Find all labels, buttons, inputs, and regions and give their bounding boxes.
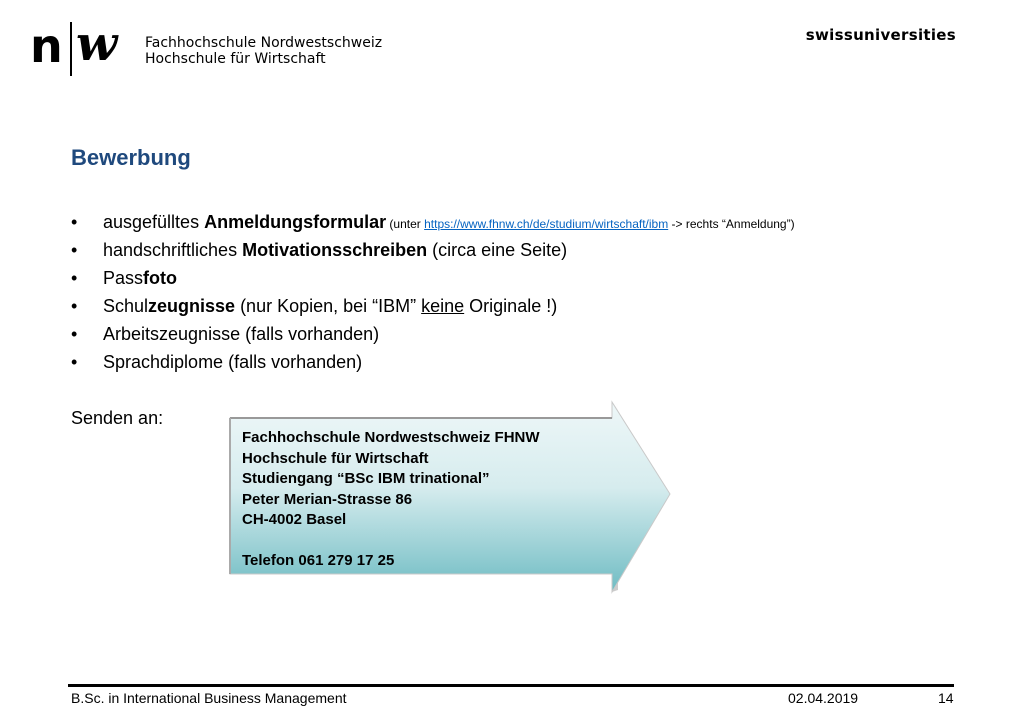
bullet-icon: •	[71, 268, 78, 288]
list-item: • ausgefülltes Anmeldungsformular (unter https://www.fhnw.ch/de/studium/wirtschaft/ibm -> rechts “Anmeldung”)	[71, 208, 931, 236]
list-item: • Schulzeugnisse (nur Kopien, bei “IBM” keine Originale !)	[71, 292, 931, 320]
footer-program: B.Sc. in International Business Management	[71, 690, 347, 706]
footer-date: 02.04.2019	[788, 690, 859, 706]
footer-divider	[68, 684, 954, 687]
address-line: Fachhochschule Nordwestschweiz FHNW	[242, 429, 540, 446]
send-to-label: Senden an:	[71, 408, 164, 428]
application-link[interactable]: https://www.fhnw.ch/de/studium/wirtschaft/ibm	[424, 217, 669, 231]
list-item: • Sprachdiplome (falls vorhanden)	[71, 348, 931, 376]
list-item: • handschriftliches Motivationsschreiben (circa eine Seite)	[71, 236, 931, 264]
address-spacer	[242, 531, 540, 552]
slide-title: Bewerbung	[71, 145, 191, 170]
list-item: • Passfoto	[71, 264, 931, 292]
address-line: Peter Merian-Strasse 86	[242, 490, 413, 508]
page-number: 14	[938, 690, 954, 706]
school-name-line2: Hochschule für Wirtschaft	[145, 51, 326, 67]
address-line: Hochschule für Wirtschaft	[242, 449, 429, 467]
phone-number: Telefon 061 279 17 25	[242, 552, 395, 569]
bullet-icon: •	[71, 324, 78, 344]
bullet-icon: •	[71, 296, 78, 316]
logo-letter-n: n	[30, 19, 62, 73]
logo-divider	[70, 22, 72, 76]
address-line: CH-4002 Basel	[242, 511, 347, 528]
bullet-icon: •	[71, 352, 78, 372]
bullet-icon: •	[71, 240, 78, 260]
mailing-address	[242, 428, 540, 572]
list-item: • Arbeitszeugnisse (falls vorhanden)	[71, 320, 931, 348]
address-line: Studiengang “BSc IBM trinational”	[242, 470, 490, 487]
school-name-line1: Fachhochschule Nordwestschweiz	[145, 35, 383, 51]
logo-letter-w: w	[76, 16, 118, 72]
requirements-list	[71, 208, 931, 376]
swissuniversities-logo: swissuniversities	[805, 26, 956, 44]
bullet-icon: •	[71, 212, 78, 232]
